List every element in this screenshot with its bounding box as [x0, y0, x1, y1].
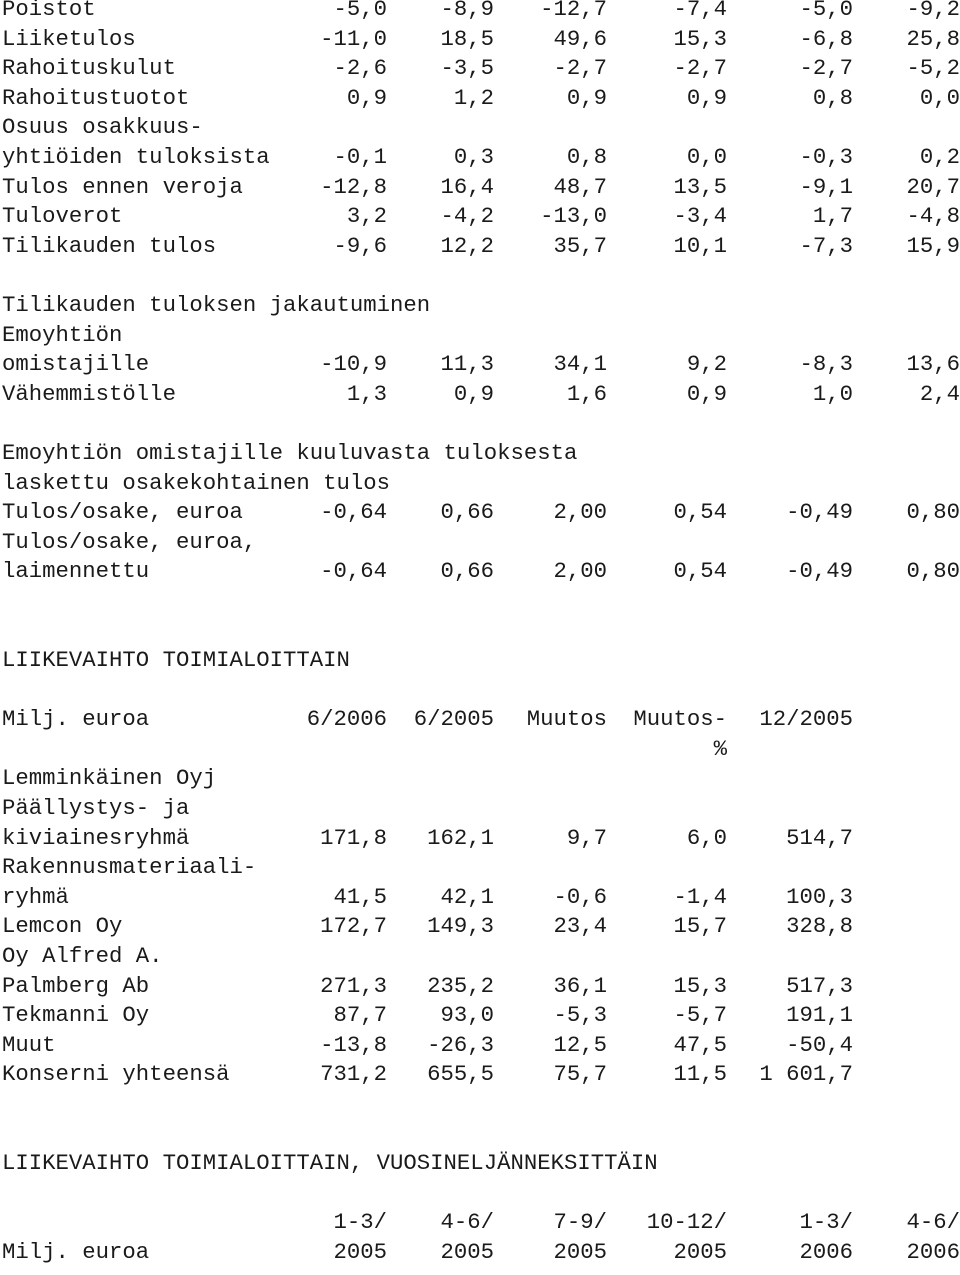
- cell-value: -3,5: [440, 55, 494, 82]
- row-label: Rahoituskulut: [2, 55, 176, 82]
- segment-row: [2, 794, 960, 824]
- period-year: 2006: [799, 1238, 853, 1265]
- row-label: Palmberg Ab: [2, 972, 150, 999]
- cell-value: 2,00: [553, 499, 607, 526]
- income-row: [2, 173, 960, 203]
- cell-value: -12,7: [540, 0, 607, 22]
- row-label: Konserni yhteensä: [2, 1061, 230, 1088]
- eps-heading-text: laskettu osakekohtainen tulos: [2, 469, 391, 496]
- cell-value: 23,4: [553, 913, 607, 940]
- income-row: [2, 84, 960, 114]
- column-header: 6/2005: [413, 706, 494, 733]
- cell-value: -2,7: [553, 55, 607, 82]
- cell-value: 0,3: [453, 143, 494, 170]
- blank-line: [2, 1179, 960, 1209]
- cell-value: -5,3: [553, 1002, 607, 1029]
- cell-value: 0,9: [566, 84, 607, 111]
- segments-column-header-cont: [2, 735, 960, 765]
- income-row: [2, 54, 960, 84]
- cell-value: -0,64: [320, 499, 387, 526]
- cell-value: 514,7: [786, 824, 853, 851]
- row-label: Oy Alfred A.: [2, 943, 163, 969]
- row-label: Lemminkäinen Oyj: [2, 765, 217, 792]
- quarterly-title-text: LIIKEVAIHTO TOIMIALOITTAIN, VUOSINELJÄNNEKSITTÄIN: [2, 1150, 658, 1177]
- income-row: [2, 232, 960, 262]
- cell-value: 11,3: [440, 351, 494, 378]
- cell-value: 12,5: [553, 1031, 607, 1058]
- row-label: Tulos ennen veroja: [2, 173, 243, 200]
- cell-value: 0,66: [440, 499, 494, 526]
- cell-value: 1,3: [346, 380, 387, 407]
- cell-value: 100,3: [786, 883, 853, 910]
- cell-value: 0,2: [919, 143, 960, 170]
- segment-row: [2, 883, 960, 913]
- segments-title-text: LIIKEVAIHTO TOIMIALOITTAIN: [2, 647, 350, 674]
- row-label: Tulos/osake, euroa,: [2, 528, 257, 555]
- cell-value: 6,0: [686, 824, 727, 851]
- cell-value: 1,7: [812, 203, 853, 230]
- cell-value: 171,8: [320, 824, 387, 851]
- income-row: [2, 25, 960, 55]
- cell-value: -13,0: [540, 203, 607, 230]
- period-year: 2005: [553, 1238, 607, 1265]
- period-year: 2005: [673, 1238, 727, 1265]
- row-label: Tekmanni Oy: [2, 1002, 150, 1029]
- cell-value: 11,5: [673, 1061, 727, 1088]
- cell-value: 49,6: [553, 25, 607, 52]
- cell-value: 731,2: [320, 1061, 387, 1088]
- cell-value: -13,8: [320, 1031, 387, 1058]
- eps-row: [2, 498, 960, 528]
- row-label: ryhmä: [2, 883, 69, 910]
- segment-row: [2, 972, 960, 1002]
- cell-value: 48,7: [553, 173, 607, 200]
- cell-value: -4,8: [906, 203, 960, 230]
- eps-heading-text: Emoyhtiön omistajille kuuluvasta tuloksesta: [2, 439, 578, 466]
- column-header: 12/2005: [759, 706, 853, 733]
- eps-heading: [2, 439, 960, 469]
- column-header: 6/2006: [306, 706, 387, 733]
- cell-value: 1,6: [566, 380, 607, 407]
- cell-value: 0,9: [686, 380, 727, 407]
- cell-value: 328,8: [786, 913, 853, 940]
- cell-value: -8,9: [440, 0, 494, 22]
- cell-value: 15,3: [673, 972, 727, 999]
- cell-value: -1,4: [673, 883, 727, 910]
- cell-value: 34,1: [553, 351, 607, 378]
- cell-value: -11,0: [320, 25, 387, 52]
- cell-value: 10,1: [673, 232, 727, 259]
- cell-value: 235,2: [427, 972, 494, 999]
- column-header: Muutos: [526, 706, 607, 733]
- cell-value: -6,8: [799, 25, 853, 52]
- blank-line: [2, 261, 960, 291]
- cell-value: -8,3: [799, 351, 853, 378]
- segments-title: [2, 646, 960, 676]
- cell-value: -10,9: [320, 351, 387, 378]
- segment-row: [2, 764, 960, 794]
- cell-value: 0,8: [812, 84, 853, 111]
- cell-value: 0,9: [346, 84, 387, 111]
- distribution-row: [2, 321, 960, 351]
- quarterly-header-periods: [2, 1208, 960, 1238]
- row-label: Tilikauden tulos: [2, 232, 217, 259]
- eps-row: [2, 528, 960, 558]
- blank-line: [2, 616, 960, 646]
- cell-value: -2,6: [333, 55, 387, 82]
- cell-value: 191,1: [786, 1002, 853, 1029]
- cell-value: 0,80: [906, 499, 960, 526]
- cell-value: 149,3: [427, 913, 494, 940]
- cell-value: -12,8: [320, 173, 387, 200]
- cell-value: 655,5: [427, 1061, 494, 1088]
- segments-column-header: [2, 705, 960, 735]
- report-document: [2, 0, 960, 1268]
- cell-value: -2,7: [799, 55, 853, 82]
- row-label: Emoyhtiön: [2, 321, 123, 348]
- cell-value: -5,0: [799, 0, 853, 22]
- segment-row: [2, 1001, 960, 1031]
- row-label: kiviainesryhmä: [2, 824, 190, 851]
- cell-value: 15,9: [906, 232, 960, 259]
- cell-value: 0,0: [919, 84, 960, 111]
- row-label: Lemcon Oy: [2, 913, 123, 940]
- row-label: Osuus osakkuus-: [2, 114, 203, 141]
- cell-value: 2,00: [553, 558, 607, 585]
- eps-row: [2, 557, 960, 587]
- cell-value: 25,8: [906, 25, 960, 52]
- cell-value: 20,7: [906, 173, 960, 200]
- segment-row: [2, 853, 960, 883]
- cell-value: 13,6: [906, 351, 960, 378]
- segment-row: [2, 824, 960, 854]
- cell-value: -0,49: [786, 558, 853, 585]
- column-header-label: Milj. euroa: [2, 706, 150, 733]
- period-label: 4-6/: [906, 1209, 960, 1236]
- cell-value: 2,4: [919, 380, 960, 407]
- eps-heading: [2, 469, 960, 499]
- quarterly-header-years: [2, 1238, 960, 1268]
- cell-value: -50,4: [786, 1031, 853, 1058]
- cell-value: 517,3: [786, 972, 853, 999]
- cell-value: 41,5: [333, 883, 387, 910]
- cell-value: -3,4: [673, 203, 727, 230]
- period-label: 1-3/: [799, 1209, 853, 1236]
- row-label: Liiketulos: [2, 25, 136, 52]
- cell-value: -0,49: [786, 499, 853, 526]
- cell-value: 1,0: [812, 380, 853, 407]
- cell-value: 15,7: [673, 913, 727, 940]
- row-label: Tulos/osake, euroa: [2, 499, 243, 526]
- segment-row: [2, 942, 960, 972]
- blank-line: [2, 676, 960, 706]
- distribution-row: [2, 380, 960, 410]
- cell-value: -9,2: [906, 0, 960, 22]
- period-label: 7-9/: [553, 1209, 607, 1236]
- column-header-label: Milj. euroa: [2, 1238, 150, 1265]
- cell-value: 3,2: [346, 203, 387, 230]
- cell-value: 0,8: [566, 143, 607, 170]
- income-row: [2, 143, 960, 173]
- cell-value: 0,9: [686, 84, 727, 111]
- blank-line: [2, 587, 960, 617]
- period-year: 2005: [440, 1238, 494, 1265]
- cell-value: -9,6: [333, 232, 387, 259]
- segment-row: [2, 1031, 960, 1061]
- cell-value: -2,7: [673, 55, 727, 82]
- segment-row: [2, 1060, 960, 1090]
- cell-value: 1 601,7: [759, 1061, 853, 1088]
- row-label: omistajille: [2, 351, 150, 378]
- blank-line: [2, 1120, 960, 1150]
- period-label: 4-6/: [440, 1209, 494, 1236]
- cell-value: -7,3: [799, 232, 853, 259]
- cell-value: 18,5: [440, 25, 494, 52]
- cell-value: 16,4: [440, 173, 494, 200]
- period-label: 10-12/: [646, 1209, 727, 1236]
- cell-value: 47,5: [673, 1031, 727, 1058]
- cell-value: -26,3: [427, 1031, 494, 1058]
- cell-value: 271,3: [320, 972, 387, 999]
- cell-value: 35,7: [553, 232, 607, 259]
- cell-value: 75,7: [553, 1061, 607, 1088]
- cell-value: 93,0: [440, 1002, 494, 1029]
- cell-value: 162,1: [427, 824, 494, 851]
- cell-value: 36,1: [553, 972, 607, 999]
- row-label: Poistot: [2, 0, 96, 22]
- period-year: 2005: [333, 1238, 387, 1265]
- cell-value: -5,2: [906, 55, 960, 82]
- income-row: [2, 202, 960, 232]
- blank-line: [2, 1090, 960, 1120]
- quarterly-title: [2, 1149, 960, 1179]
- income-row: [2, 0, 960, 25]
- cell-value: 0,80: [906, 558, 960, 585]
- cell-value: 9,2: [686, 351, 727, 378]
- distribution-heading-text: Tilikauden tuloksen jakautuminen: [2, 291, 431, 318]
- cell-value: -0,3: [799, 143, 853, 170]
- row-label: Vähemmistölle: [2, 380, 176, 407]
- cell-value: -7,4: [673, 0, 727, 22]
- row-label: Tuloverot: [2, 203, 123, 230]
- cell-value: -0,6: [553, 883, 607, 910]
- blank-line: [2, 409, 960, 439]
- row-label: laimennettu: [2, 558, 150, 585]
- cell-value: -0,1: [333, 143, 387, 170]
- cell-value: 0,66: [440, 558, 494, 585]
- cell-value: 13,5: [673, 173, 727, 200]
- period-year: 2006: [906, 1238, 960, 1265]
- row-label: Rahoitustuotot: [2, 84, 190, 111]
- period-label: 1-3/: [333, 1209, 387, 1236]
- cell-value: -0,64: [320, 558, 387, 585]
- cell-value: 0,9: [453, 380, 494, 407]
- column-header-percent: %: [713, 735, 727, 762]
- distribution-row: [2, 350, 960, 380]
- segment-row: [2, 912, 960, 942]
- row-label: Muut: [2, 1031, 56, 1058]
- cell-value: 42,1: [440, 883, 494, 910]
- cell-value: 0,0: [686, 143, 727, 170]
- row-label: Rakennusmateriaali-: [2, 854, 257, 881]
- income-row: [2, 113, 960, 143]
- cell-value: 9,7: [566, 824, 607, 851]
- cell-value: 0,54: [673, 558, 727, 585]
- cell-value: -4,2: [440, 203, 494, 230]
- cell-value: 15,3: [673, 25, 727, 52]
- cell-value: 172,7: [320, 913, 387, 940]
- cell-value: 87,7: [333, 1002, 387, 1029]
- cell-value: 0,54: [673, 499, 727, 526]
- row-label: Päällystys- ja: [2, 795, 190, 822]
- distribution-heading: [2, 291, 960, 321]
- cell-value: 1,2: [453, 84, 494, 111]
- cell-value: -5,7: [673, 1002, 727, 1029]
- cell-value: 12,2: [440, 232, 494, 259]
- cell-value: -9,1: [799, 173, 853, 200]
- cell-value: -5,0: [333, 0, 387, 22]
- row-label: yhtiöiden tuloksista: [2, 143, 270, 170]
- column-header: Muutos-: [633, 706, 727, 733]
